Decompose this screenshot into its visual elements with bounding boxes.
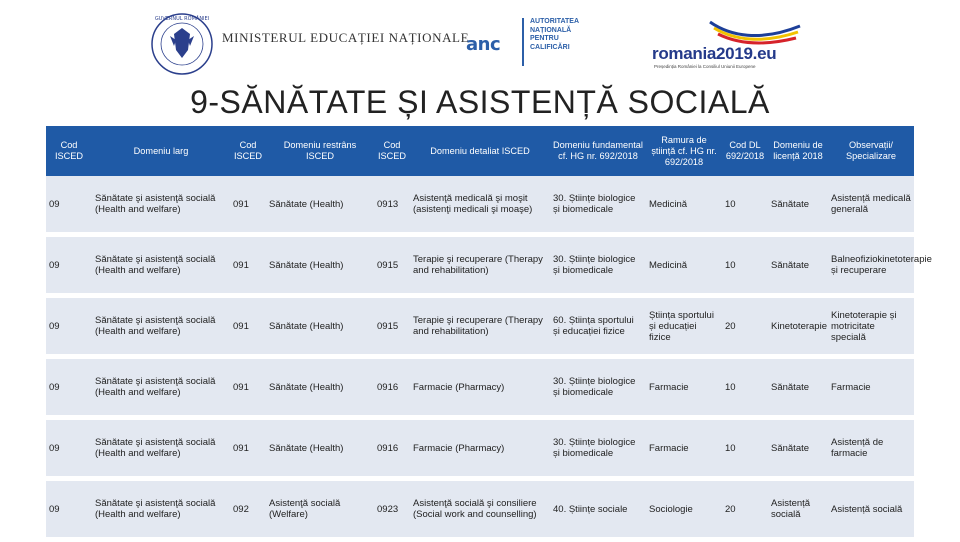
header-cod-dl: Cod DL 692/2018 bbox=[722, 126, 768, 176]
cell-cod-restrans: 091 bbox=[230, 176, 266, 235]
anc-logo: anc bbox=[466, 34, 501, 55]
cell-cod-isced: 09 bbox=[46, 235, 92, 296]
cell-domeniu-detaliat: Asistenţă medicală şi moşit (asistenţi medicali şi moaşe) bbox=[410, 176, 550, 235]
table-row bbox=[46, 357, 914, 418]
cell-domeniu-restrans: Sănătate (Health) bbox=[266, 235, 374, 296]
cell-cod-dl: 10 bbox=[722, 357, 768, 418]
cell-cod-detaliat: 0923 bbox=[374, 479, 410, 540]
header-domeniu-fundamental: Domeniu fundamental cf. HG nr. 692/2018 bbox=[550, 126, 646, 176]
romania-2019-sublabel: Președinția României la Consiliul Uniunii Europene bbox=[654, 64, 756, 69]
cell-cod-dl: 10 bbox=[722, 176, 768, 235]
cell-cod-dl: 20 bbox=[722, 296, 768, 357]
cell-cod-dl: 10 bbox=[722, 235, 768, 296]
anc-name: AUTORITATEA NAȚIONALĂ PENTRU CALIFICĂRI bbox=[530, 18, 579, 51]
cell-observatii: Kinetoterapie și motricitate specială bbox=[828, 296, 914, 357]
cell-domeniu-restrans: Asistenţă socială (Welfare) bbox=[266, 479, 374, 540]
cell-observatii: Asistență socială bbox=[828, 479, 914, 540]
cell-domeniu-larg: Sănătate şi asistenţă socială (Health and welfare) bbox=[92, 235, 230, 296]
ministry-name: MINISTERUL EDUCAȚIEI NAȚIONALE bbox=[222, 30, 470, 45]
cell-ramura-stiinta: Farmacie bbox=[646, 357, 722, 418]
table-header-row bbox=[46, 126, 914, 176]
header-cod-isced-2: Cod ISCED bbox=[230, 126, 266, 176]
cell-observatii: Asistență de farmacie bbox=[828, 418, 914, 479]
cell-domeniu-fundamental: 30. Științe biologice și biomedicale bbox=[550, 418, 646, 479]
isced-table bbox=[46, 126, 932, 542]
cell-observatii: Balneofiziokinetoterapie și recuperare bbox=[828, 235, 914, 296]
cell-cod-detaliat: 0916 bbox=[374, 357, 410, 418]
table-row bbox=[46, 296, 914, 357]
cell-cod-isced: 09 bbox=[46, 479, 92, 540]
cell-domeniu-licenta: Sănătate bbox=[768, 418, 828, 479]
header-domeniu-detaliat: Domeniu detaliat ISCED bbox=[410, 126, 550, 176]
cell-ramura-stiinta: Medicină bbox=[646, 235, 722, 296]
header-domeniu-larg: Domeniu larg bbox=[92, 126, 230, 176]
cell-cod-restrans: 091 bbox=[230, 235, 266, 296]
cell-cod-isced: 09 bbox=[46, 418, 92, 479]
table-row bbox=[46, 479, 914, 540]
cell-domeniu-restrans: Sănătate (Health) bbox=[266, 176, 374, 235]
anc-divider bbox=[522, 18, 524, 66]
header-cod-isced-3: Cod ISCED bbox=[374, 126, 410, 176]
logo-strip bbox=[0, 0, 960, 80]
cell-cod-restrans: 091 bbox=[230, 296, 266, 357]
cell-domeniu-licenta: Sănătate bbox=[768, 357, 828, 418]
cell-ramura-stiinta: Farmacie bbox=[646, 418, 722, 479]
header-cod-isced: Cod ISCED bbox=[46, 126, 92, 176]
cell-domeniu-larg: Sănătate şi asistenţă socială (Health and welfare) bbox=[92, 357, 230, 418]
cell-domeniu-licenta: Asistență socială bbox=[768, 479, 828, 540]
cell-cod-dl: 20 bbox=[722, 479, 768, 540]
cell-domeniu-detaliat: Farmacie (Pharmacy) bbox=[410, 357, 550, 418]
cell-domeniu-larg: Sănătate şi asistenţă socială (Health and welfare) bbox=[92, 176, 230, 235]
cell-domeniu-fundamental: 40. Științe sociale bbox=[550, 479, 646, 540]
table-row bbox=[46, 235, 914, 296]
cell-ramura-stiinta: Știința sportului și educației fizice bbox=[646, 296, 722, 357]
cell-cod-detaliat: 0915 bbox=[374, 235, 410, 296]
cell-domeniu-detaliat: Terapie şi recuperare (Therapy and rehabilitation) bbox=[410, 235, 550, 296]
cell-domeniu-fundamental: 60. Știința sportului și educației fizice bbox=[550, 296, 646, 357]
cell-domeniu-restrans: Sănătate (Health) bbox=[266, 296, 374, 357]
cell-cod-isced: 09 bbox=[46, 357, 92, 418]
cell-domeniu-detaliat: Farmacie (Pharmacy) bbox=[410, 418, 550, 479]
cell-cod-restrans: 092 bbox=[230, 479, 266, 540]
cell-domeniu-fundamental: 30. Științe biologice și biomedicale bbox=[550, 235, 646, 296]
cell-cod-restrans: 091 bbox=[230, 357, 266, 418]
cell-ramura-stiinta: Sociologie bbox=[646, 479, 722, 540]
cell-cod-isced: 09 bbox=[46, 296, 92, 357]
cell-domeniu-licenta: Sănătate bbox=[768, 235, 828, 296]
cell-cod-restrans: 091 bbox=[230, 418, 266, 479]
cell-domeniu-restrans: Sănătate (Health) bbox=[266, 357, 374, 418]
header-observatii: Observații/ Specializare bbox=[828, 126, 914, 176]
romania-2019-label: romania2019.eu bbox=[652, 44, 777, 63]
cell-domeniu-larg: Sănătate şi asistenţă socială (Health and welfare) bbox=[92, 418, 230, 479]
cell-domeniu-detaliat: Terapie şi recuperare (Therapy and rehabilitation) bbox=[410, 296, 550, 357]
cell-cod-dl: 10 bbox=[722, 418, 768, 479]
cell-cod-detaliat: 0913 bbox=[374, 176, 410, 235]
cell-observatii: Asistență medicală generală bbox=[828, 176, 914, 235]
government-seal-icon bbox=[150, 12, 214, 76]
cell-domeniu-restrans: Sănătate (Health) bbox=[266, 418, 374, 479]
table-row bbox=[46, 176, 914, 235]
header-ramura-stiinta: Ramura de știință cf. HG nr. 692/2018 bbox=[646, 126, 722, 176]
cell-domeniu-licenta: Kinetoterapie bbox=[768, 296, 828, 357]
cell-cod-detaliat: 0916 bbox=[374, 418, 410, 479]
table-row bbox=[46, 418, 914, 479]
cell-observatii: Farmacie bbox=[828, 357, 914, 418]
page-title: 9-SĂNĂTATE ȘI ASISTENȚĂ SOCIALĂ bbox=[190, 84, 770, 120]
cell-domeniu-larg: Sănătate şi asistenţă socială (Health and welfare) bbox=[92, 296, 230, 357]
cell-domeniu-larg: Sănătate şi asistenţă socială (Health and welfare) bbox=[92, 479, 230, 540]
header-domeniu-licenta: Domeniu de licență 2018 bbox=[768, 126, 828, 176]
cell-domeniu-licenta: Sănătate bbox=[768, 176, 828, 235]
cell-domeniu-fundamental: 30. Științe biologice și biomedicale bbox=[550, 357, 646, 418]
cell-domeniu-detaliat: Asistenţă socială şi consiliere (Social work and counselling) bbox=[410, 479, 550, 540]
cell-cod-detaliat: 0915 bbox=[374, 296, 410, 357]
header-domeniu-restrans: Domeniu restrâns ISCED bbox=[266, 126, 374, 176]
cell-domeniu-fundamental: 30. Științe biologice și biomedicale bbox=[550, 176, 646, 235]
seal-text: GUVERNUL ROMÂNIEI bbox=[154, 16, 210, 22]
cell-ramura-stiinta: Medicină bbox=[646, 176, 722, 235]
cell-cod-isced: 09 bbox=[46, 176, 92, 235]
